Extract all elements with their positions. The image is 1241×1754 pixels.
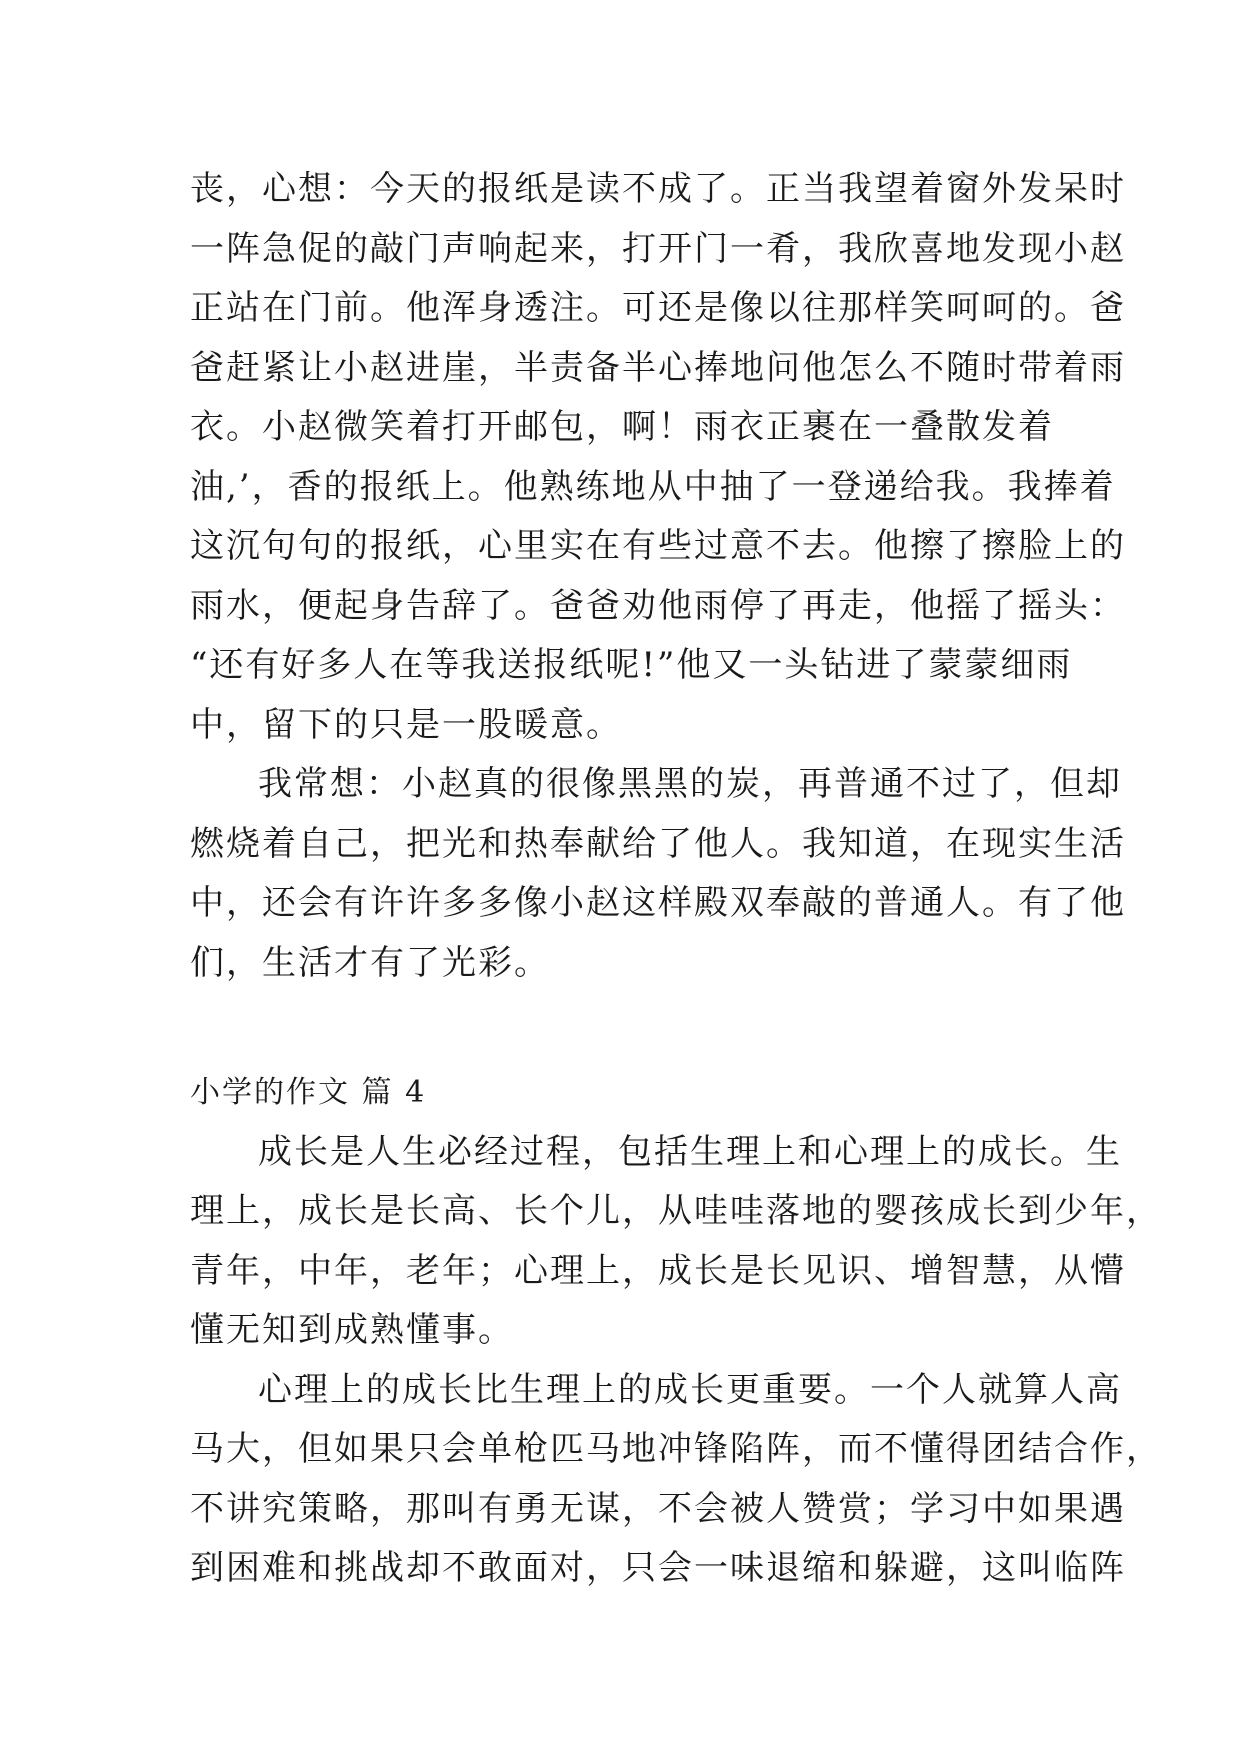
text-line: 到困难和挑战却不敢面对，只会一味退缩和躲避，这叫临阵: [190, 1548, 1126, 1588]
text-line: 懂无知到成熟懂事。: [190, 1310, 514, 1350]
text-line: 我常想：小赵真的很像黑黑的炭，再普通不过了，但却: [258, 764, 1122, 804]
text-line: 燃烧着自己，把光和热奉献给了他人。我知道，在现实生活: [190, 823, 1126, 864]
paragraph-4: [190, 1361, 1162, 1599]
paragraph-2: [190, 755, 1126, 993]
section-spacer: [190, 993, 1050, 1063]
text-line: 不讲究策略，那叫有勇无谋，不会被人赞赏；学习中如果遇: [190, 1488, 1126, 1529]
text-line: 心理上的成长比生理上的成长更重要。一个人就算人高: [258, 1369, 1122, 1410]
text-line: 理上，成长是长高、长个儿，从哇哇落地的婴孩成长到少年，: [190, 1191, 1162, 1231]
text-line: 青年，中年，老年；心理上，成长是长见识、增智慧，从懵: [190, 1250, 1126, 1291]
text-line: 成长是人生必经过程，包括生理上和心理上的成长。生: [258, 1131, 1122, 1172]
text-line: 正站在门前。他浑身透注。可还是像以往那样笑呵呵的。爸: [190, 288, 1126, 328]
text-line: 中，还会有许许多多像小赵这样殿双奉敲的普通人。有了他: [190, 883, 1126, 923]
section-heading: 小学的作文 篇 4: [190, 1075, 427, 1110]
text-line: “还有好多人在等我送报纸呢!”他又一头钻进了蒙蒙细雨: [190, 645, 1073, 685]
text-line: 一阵急促的敲门声响起来，打开门一肴，我欣喜地发现小赵: [190, 228, 1126, 269]
text-line: 油,’，香的报纸上。他熟练地从中抽了一登递给我。我捧着: [190, 466, 1116, 507]
text-line: 爸赶紧让小赵进崖，半责备半心捧地问他怎么不随时带着雨: [190, 347, 1126, 388]
text-line: 马大，但如果只会单枪匹马地冲锋陷阵，而不懂得团结合作，: [190, 1429, 1162, 1469]
paragraph-3: [190, 1123, 1162, 1361]
text-line: 衣。小赵微笑着打开邮包，啊！雨衣正裹在一叠散发着: [190, 407, 1054, 447]
document-body: [190, 160, 1162, 1599]
text-line: 中，留下的只是一股暖意。: [190, 704, 622, 745]
text-line: 雨水，便起身告辞了。爸爸劝他雨停了再走，他摇了摇头：: [190, 585, 1126, 626]
text-line: 丧，心想：今天的报纸是读不成了。正当我望着窗外发呆时: [190, 169, 1126, 209]
paragraph-1: [190, 160, 1126, 755]
text-line: 这沉句句的报纸，心里实在有些过意不去。他擦了擦脸上的: [190, 526, 1126, 566]
text-line: 们，生活才有了光彩。: [190, 942, 550, 983]
